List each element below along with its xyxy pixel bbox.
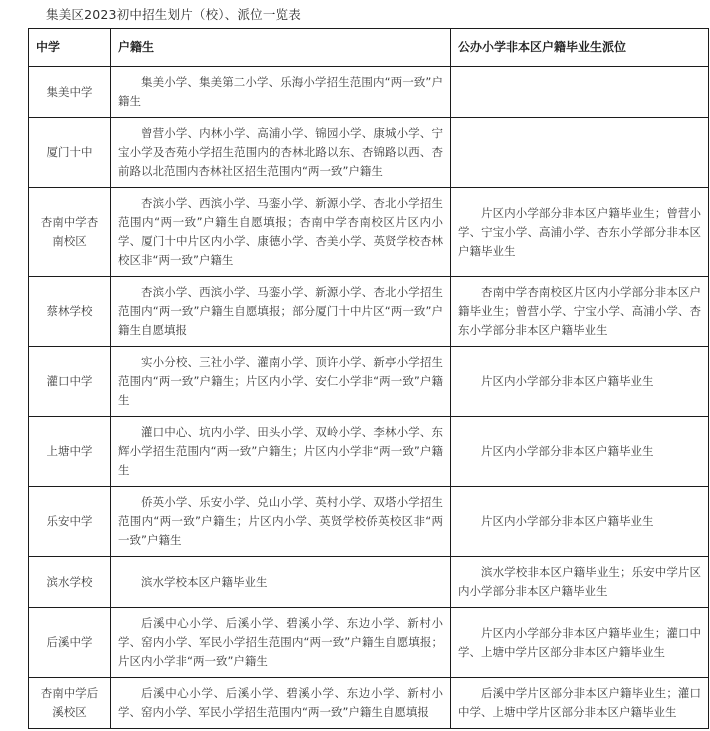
cell-nonlocal-assignment: 片区内小学部分非本区户籍毕业生 — [451, 347, 709, 417]
column-header-local-residents: 户籍生 — [111, 29, 451, 67]
cell-school-name: 杏南中学杏南校区 — [29, 188, 111, 277]
table-row — [29, 277, 709, 347]
enrollment-table — [28, 28, 709, 729]
cell-local-resident-scope: 杏滨小学、西滨小学、马銮小学、新源小学、杏北小学招生范围内“两一致”户籍生自愿填报；杏南中学杏南校区片区内小学、厦门十中片区内小学、康德小学、杏美小学、英贤学校杏林校区非“两一致”户籍生 — [111, 188, 451, 277]
cell-school-name: 后溪中学 — [29, 608, 111, 678]
cell-nonlocal-assignment: 片区内小学部分非本区户籍毕业生 — [451, 417, 709, 487]
cell-nonlocal-assignment — [451, 118, 709, 188]
cell-nonlocal-assignment — [451, 67, 709, 118]
column-header-school: 中学 — [29, 29, 111, 67]
cell-school-name: 滨水学校 — [29, 557, 111, 608]
cell-local-resident-scope: 后溪中心小学、后溪小学、碧溪小学、东边小学、新村小学、窑内小学、军民小学招生范围内“两一致”户籍生自愿填报 — [111, 678, 451, 729]
cell-school-name: 蔡林学校 — [29, 277, 111, 347]
table-row — [29, 118, 709, 188]
table-body — [29, 67, 709, 729]
cell-local-resident-scope: 侨英小学、乐安小学、兑山小学、英村小学、双塔小学招生范围内“两一致”户籍生；片区内小学、英贤学校侨英校区非“两一致”户籍生 — [111, 487, 451, 557]
page-title: 集美区2023初中招生划片（校）、派位一览表 — [46, 7, 301, 22]
cell-school-name: 乐安中学 — [29, 487, 111, 557]
cell-school-name: 灌口中学 — [29, 347, 111, 417]
cell-nonlocal-assignment: 片区内小学部分非本区户籍毕业生 — [451, 487, 709, 557]
cell-local-resident-scope: 滨水学校本区户籍毕业生 — [111, 557, 451, 608]
cell-nonlocal-assignment: 片区内小学部分非本区户籍毕业生；曾营小学、宁宝小学、高浦小学、杏东小学部分非本区户籍毕业生 — [451, 188, 709, 277]
cell-nonlocal-assignment: 杏南中学杏南校区片区内小学部分非本区户籍毕业生；曾营小学、宁宝小学、高浦小学、杏东小学部分非本区户籍毕业生 — [451, 277, 709, 347]
table-row — [29, 347, 709, 417]
cell-local-resident-scope: 后溪中心小学、后溪小学、碧溪小学、东边小学、新村小学、窑内小学、军民小学招生范围内“两一致”户籍生自愿填报；片区内小学非“两一致”户籍生 — [111, 608, 451, 678]
cell-local-resident-scope: 杏滨小学、西滨小学、马銮小学、新源小学、杏北小学招生范围内“两一致”户籍生自愿填报；部分厦门十中片区“两一致”户籍生自愿填报 — [111, 277, 451, 347]
cell-local-resident-scope: 实小分校、三社小学、灌南小学、顶许小学、新亭小学招生范围内“两一致”户籍生；片区内小学、安仁小学非“两一致”户籍生 — [111, 347, 451, 417]
cell-school-name: 上塘中学 — [29, 417, 111, 487]
table-row — [29, 608, 709, 678]
cell-nonlocal-assignment: 滨水学校非本区户籍毕业生；乐安中学片区内小学部分非本区户籍毕业生 — [451, 557, 709, 608]
table-row — [29, 557, 709, 608]
cell-school-name: 杏南中学后溪校区 — [29, 678, 111, 729]
table-row — [29, 67, 709, 118]
cell-local-resident-scope: 曾营小学、内林小学、高浦小学、锦园小学、康城小学、宁宝小学及杏苑小学招生范围内的杏林北路以东、杏锦路以西、杏前路以北范围内杏林社区招生范围内“两一致”户籍生 — [111, 118, 451, 188]
cell-school-name: 厦门十中 — [29, 118, 111, 188]
enrollment-table-container — [28, 28, 708, 729]
table-header — [29, 29, 709, 67]
table-header-row — [29, 29, 709, 67]
table-row — [29, 417, 709, 487]
table-row — [29, 678, 709, 729]
column-header-assignment: 公办小学非本区户籍毕业生派位 — [451, 29, 709, 67]
table-row — [29, 188, 709, 277]
table-row — [29, 487, 709, 557]
cell-nonlocal-assignment: 后溪中学片区部分非本区户籍毕业生；灌口中学、上塘中学片区部分非本区户籍毕业生 — [451, 678, 709, 729]
cell-nonlocal-assignment: 片区内小学部分非本区户籍毕业生；灌口中学、上塘中学片区部分非本区户籍毕业生 — [451, 608, 709, 678]
cell-local-resident-scope: 灌口中心、坑内小学、田头小学、双岭小学、李林小学、东辉小学招生范围内“两一致”户籍生；片区内小学非“两一致”户籍生 — [111, 417, 451, 487]
cell-school-name: 集美中学 — [29, 67, 111, 118]
cell-local-resident-scope: 集美小学、集美第二小学、乐海小学招生范围内“两一致”户籍生 — [111, 67, 451, 118]
